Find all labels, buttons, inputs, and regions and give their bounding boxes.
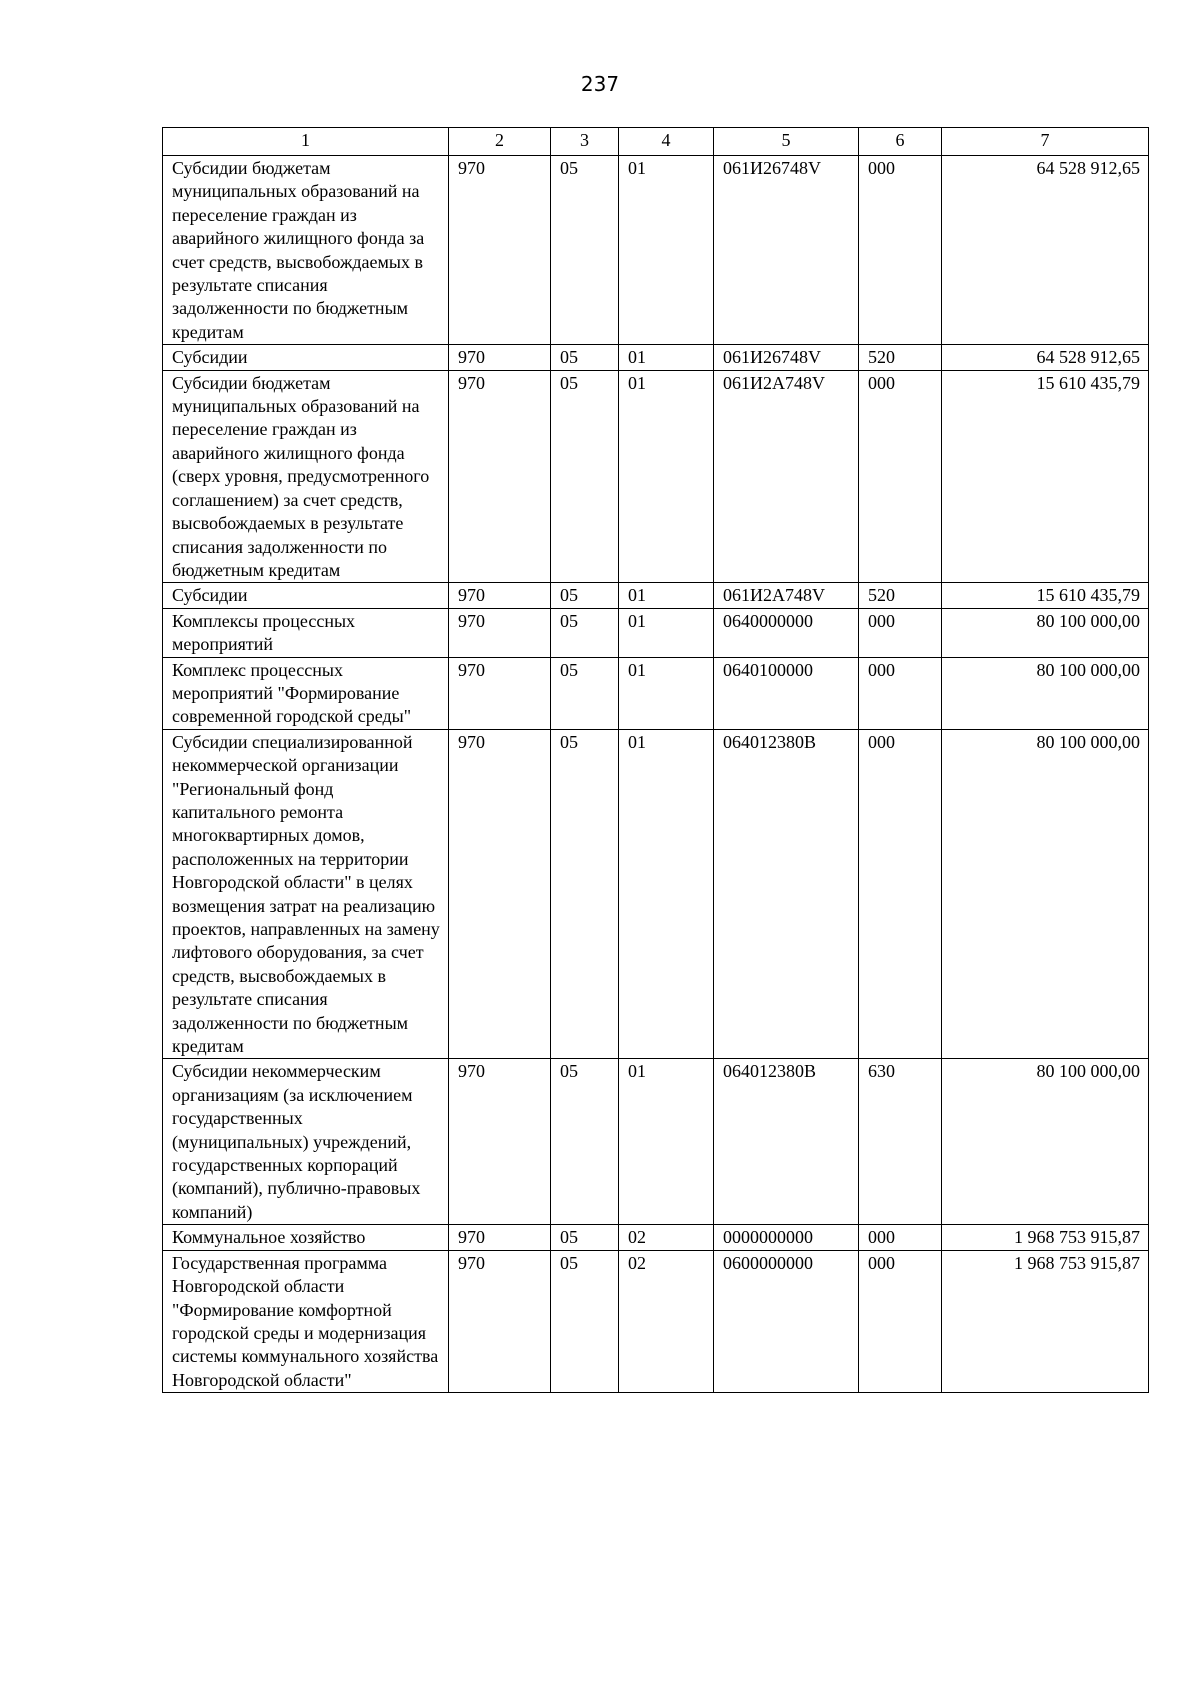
section-code-cell: 05 — [551, 345, 619, 370]
table-row — [163, 1250, 1149, 1392]
expense-type-cell: 000 — [859, 657, 942, 729]
budget-table — [162, 127, 1149, 1393]
header-col-7: 7 — [942, 128, 1149, 156]
item-name-cell: Субсидии — [163, 345, 449, 370]
amount-cell: 1 968 753 915,87 — [942, 1250, 1149, 1392]
target-article-cell: 061И2А748V — [714, 583, 859, 608]
subsection-code-cell: 01 — [619, 345, 714, 370]
target-article-cell: 061И26748V — [714, 345, 859, 370]
subsection-code-cell: 02 — [619, 1250, 714, 1392]
target-article-cell: 061И26748V — [714, 156, 859, 345]
item-name-cell: Комплекс процессных мероприятий "Формирование современной городской среды" — [163, 657, 449, 729]
amount-cell: 80 100 000,00 — [942, 608, 1149, 657]
amount-cell: 15 610 435,79 — [942, 583, 1149, 608]
ministry-code-cell: 970 — [449, 608, 551, 657]
ministry-code-cell: 970 — [449, 370, 551, 583]
target-article-cell: 061И2А748V — [714, 370, 859, 583]
item-name-cell: Субсидии некоммерческим организациям (за исключением государственных (муниципальных) учреждений, государственных корпораций (компаний), публично-правовых компаний) — [163, 1059, 449, 1225]
expense-type-cell: 000 — [859, 1250, 942, 1392]
ministry-code-cell: 970 — [449, 345, 551, 370]
header-col-1: 1 — [163, 128, 449, 156]
section-code-cell: 05 — [551, 583, 619, 608]
table-body — [163, 156, 1149, 1393]
expense-type-cell: 520 — [859, 345, 942, 370]
target-article-cell: 064012380В — [714, 729, 859, 1059]
target-article-cell: 0600000000 — [714, 1250, 859, 1392]
table-row — [163, 1225, 1149, 1250]
target-article-cell: 0000000000 — [714, 1225, 859, 1250]
item-name-cell: Субсидии бюджетам муниципальных образований на переселение граждан из аварийного жилищного фонда за счет средств, высвобождаемых в результате списания задолженности по бюджетным кредитам — [163, 156, 449, 345]
section-code-cell: 05 — [551, 1250, 619, 1392]
header-col-2: 2 — [449, 128, 551, 156]
section-code-cell: 05 — [551, 608, 619, 657]
amount-cell: 80 100 000,00 — [942, 1059, 1149, 1225]
header-col-5: 5 — [714, 128, 859, 156]
table-row — [163, 657, 1149, 729]
item-name-cell: Государственная программа Новгородской области "Формирование комфортной городской среды и модернизация системы коммунального хозяйства Новгородской области" — [163, 1250, 449, 1392]
section-code-cell: 05 — [551, 156, 619, 345]
amount-cell: 1 968 753 915,87 — [942, 1225, 1149, 1250]
item-name-cell: Субсидии специализированной некоммерческой организации "Региональный фонд капитального ремонта многоквартирных домов, расположенных на территории Новгородской области" в целях возмещения затрат на реализацию проектов, направленных на замену лифтового оборудования, за счет средств, высвобождаемых в результате списания задолженности по бюджетным кредитам — [163, 729, 449, 1059]
section-code-cell: 05 — [551, 657, 619, 729]
expense-type-cell: 000 — [859, 608, 942, 657]
expense-type-cell: 000 — [859, 156, 942, 345]
subsection-code-cell: 01 — [619, 608, 714, 657]
subsection-code-cell: 01 — [619, 583, 714, 608]
table-row — [163, 608, 1149, 657]
item-name-cell: Коммунальное хозяйство — [163, 1225, 449, 1250]
page-number: 237 — [580, 72, 620, 96]
header-row — [163, 128, 1149, 156]
expense-type-cell: 000 — [859, 1225, 942, 1250]
subsection-code-cell: 01 — [619, 657, 714, 729]
expense-type-cell: 000 — [859, 370, 942, 583]
amount-cell: 64 528 912,65 — [942, 345, 1149, 370]
ministry-code-cell: 970 — [449, 156, 551, 345]
table-row — [163, 583, 1149, 608]
header-col-4: 4 — [619, 128, 714, 156]
expense-type-cell: 630 — [859, 1059, 942, 1225]
ministry-code-cell: 970 — [449, 1225, 551, 1250]
section-code-cell: 05 — [551, 370, 619, 583]
amount-cell: 15 610 435,79 — [942, 370, 1149, 583]
ministry-code-cell: 970 — [449, 729, 551, 1059]
subsection-code-cell: 02 — [619, 1225, 714, 1250]
item-name-cell: Субсидии бюджетам муниципальных образований на переселение граждан из аварийного жилищного фонда (сверх уровня, предусмотренного соглашением) за счет средств, высвобождаемых в результате списания задолженности по бюджетным кредитам — [163, 370, 449, 583]
ministry-code-cell: 970 — [449, 1059, 551, 1225]
section-code-cell: 05 — [551, 1225, 619, 1250]
ministry-code-cell: 970 — [449, 657, 551, 729]
header-col-3: 3 — [551, 128, 619, 156]
expense-type-cell: 000 — [859, 729, 942, 1059]
subsection-code-cell: 01 — [619, 1059, 714, 1225]
target-article-cell: 064012380В — [714, 1059, 859, 1225]
table-row — [163, 156, 1149, 345]
section-code-cell: 05 — [551, 729, 619, 1059]
subsection-code-cell: 01 — [619, 729, 714, 1059]
table-row — [163, 345, 1149, 370]
amount-cell: 80 100 000,00 — [942, 657, 1149, 729]
table-row — [163, 370, 1149, 583]
ministry-code-cell: 970 — [449, 1250, 551, 1392]
table-header — [163, 128, 1149, 156]
amount-cell: 64 528 912,65 — [942, 156, 1149, 345]
subsection-code-cell: 01 — [619, 156, 714, 345]
table-row — [163, 729, 1149, 1059]
header-col-6: 6 — [859, 128, 942, 156]
amount-cell: 80 100 000,00 — [942, 729, 1149, 1059]
target-article-cell: 0640100000 — [714, 657, 859, 729]
item-name-cell: Комплексы процессных мероприятий — [163, 608, 449, 657]
ministry-code-cell: 970 — [449, 583, 551, 608]
section-code-cell: 05 — [551, 1059, 619, 1225]
expense-type-cell: 520 — [859, 583, 942, 608]
table-row — [163, 1059, 1149, 1225]
target-article-cell: 0640000000 — [714, 608, 859, 657]
item-name-cell: Субсидии — [163, 583, 449, 608]
subsection-code-cell: 01 — [619, 370, 714, 583]
